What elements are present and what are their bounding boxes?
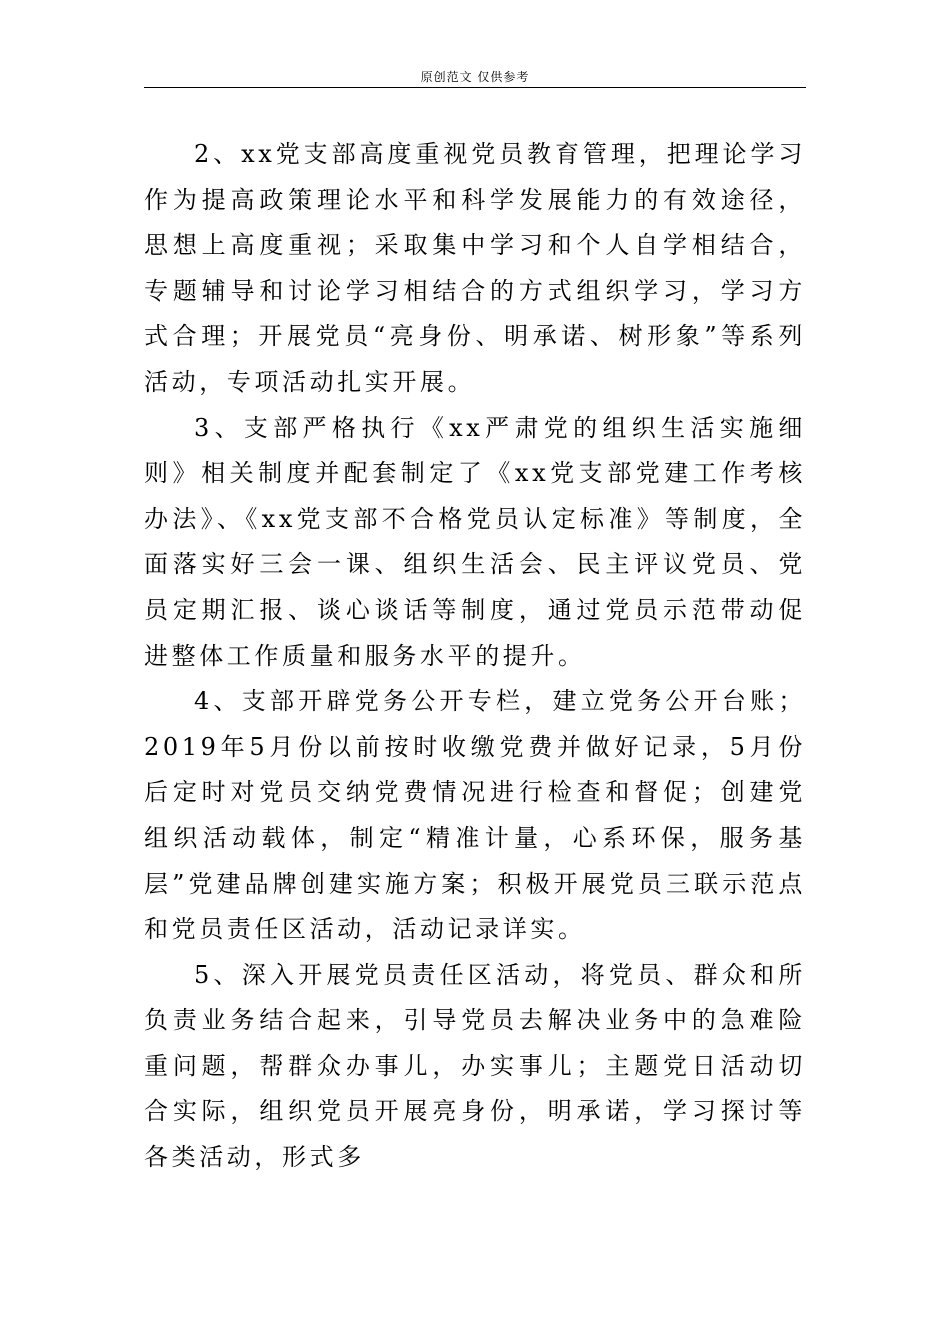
paragraph-5: 5、深入开展党员责任区活动，将党员、群众和所负责业务结合起来，引导党员去解决业务中的急难险重问题，帮群众办事儿，办实事儿；主题党日活动切合实际，组织党员开展亮身份，明承诺，学习探讨等各类活动，形式多 [144,960,806,1172]
document-body [144,132,806,1181]
paragraph-3: 3、支部严格执行《xx严肃党的组织生活实施细则》相关制度并配套制定了《xx党支部党建工作考核办法》、《xx党支部不合格党员认定标准》等制度，全面落实好三会一课、组织生活会、民主评议党员、党员定期汇报、谈心谈话等制度，通过党员示范带动促进整体工作质量和服务水平的提升。 [144,413,806,670]
page-header [144,66,806,88]
paragraph-2: 2、xx党支部高度重视党员教育管理，把理论学习作为提高政策理论水平和科学发展能力的有效途径，思想上高度重视；采取集中学习和个人自学相结合，专题辅导和讨论学习相结合的方式组织学习，学习方式合理；开展党员“亮身份、明承诺、树形象”等系列活动，专项活动扎实开展。 [144,140,806,396]
paragraph-4: 4、支部开辟党务公开专栏，建立党务公开台账；2019年5月份以前按时收缴党费并做好记录，5月份后定时对党员交纳党费情况进行检查和督促；创建党组织活动载体，制定“精准计量，心系环保，服务基层”党建品牌创建实施方案；积极开展党员三联示范点和党员责任区活动，活动记录详实。 [144,687,806,944]
header-text: 原创范文 仅供参考 [420,70,530,84]
